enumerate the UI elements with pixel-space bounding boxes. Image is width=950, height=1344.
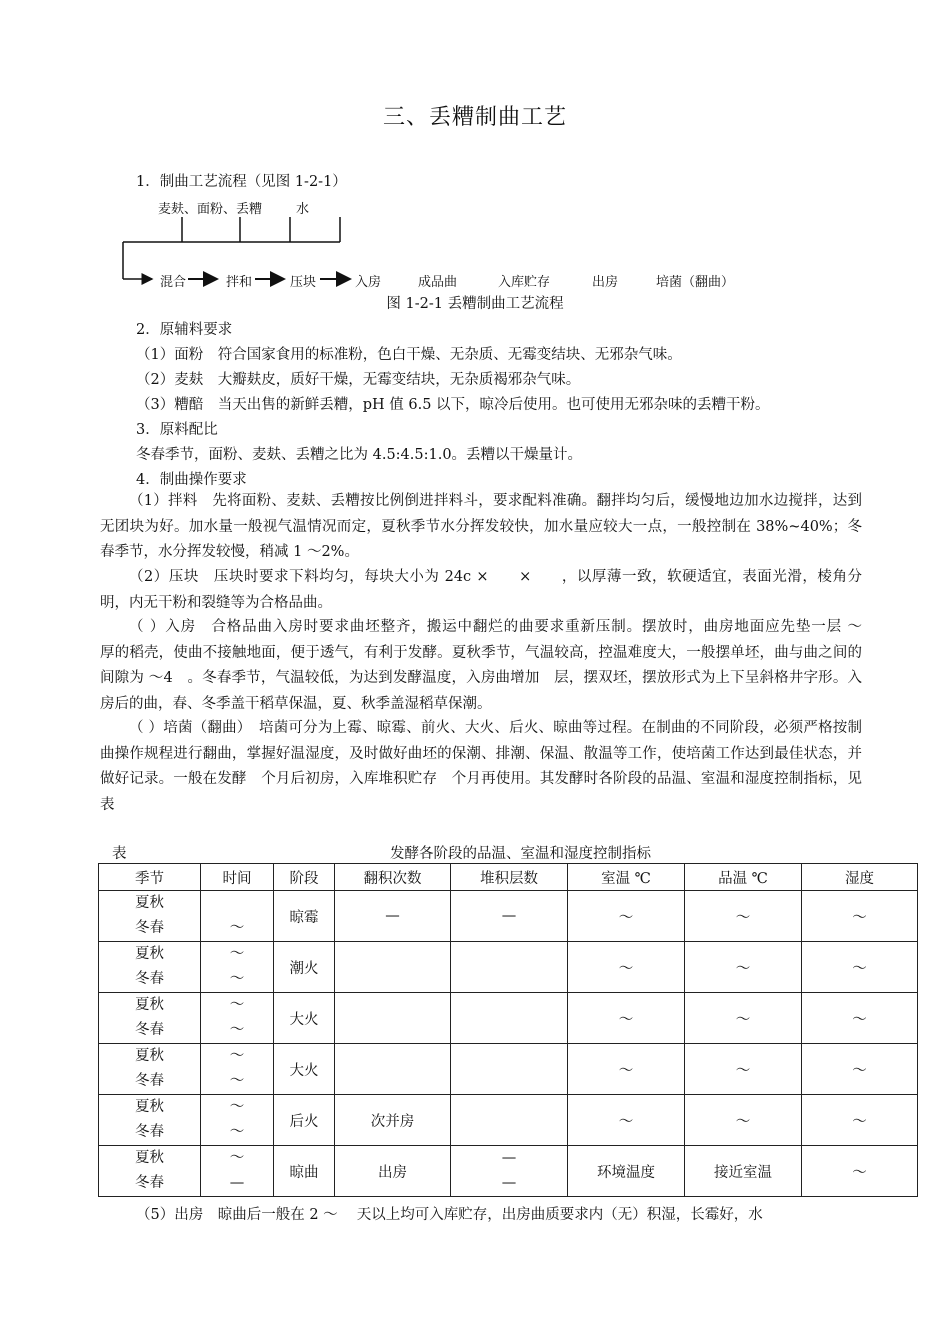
turns-cell: 出房 — [335, 1146, 451, 1197]
section1-heading: 1．制曲工艺流程（见图 1-2-1） — [136, 174, 347, 190]
turns-cell: — — [335, 891, 451, 942]
header-room-temp: 室温 ℃ — [568, 864, 685, 891]
turns-cell — [335, 1044, 451, 1095]
flow-step-cultivate: 培菌（翻曲） — [656, 275, 735, 290]
flow-step-mix: 混合 — [160, 275, 187, 290]
stage-cell: 大火 — [274, 1044, 335, 1095]
material-flour: （1）面粉 符合国家食用的标准粉，色白干燥、无杂质、无霉变结块、无邪杂气味。 — [136, 347, 682, 363]
ratio-text: 冬春季节，面粉、麦麸、丢糟之比为 4.5:4.5:1.0。丢糟以干燥量计。 — [136, 447, 583, 463]
humidity-cell: ～ — [802, 1146, 918, 1197]
season-cell: 夏秋 冬春 — [99, 993, 201, 1044]
turns-cell — [335, 942, 451, 993]
time-cell: ～ ～ — [201, 1044, 274, 1095]
product-temp-cell: ～ — [685, 942, 802, 993]
product-temp-cell: ～ — [685, 1095, 802, 1146]
humidity-cell: ～ — [802, 942, 918, 993]
paragraph-enter-room: （ ）入房 合格品曲入房时要求曲坯整齐，搬运中翻烂的曲要求重新压制。摆放时，曲房地面应先垫一层 ～ 厚的稻壳，使曲不接触地面，便于透气，有利于发酵。夏秋季节，气温较高，控温难度大，一般摆单坯，曲与曲之间的间隙为 ～4 。冬春季节，气温较低，为达到发酵温度，入房曲增加 层，摆双坯，摆放形式为上下呈斜格井字形。入房后的曲，春、冬季盖干稻草保温，夏、秋季盖湿稻草保潮。 — [100, 619, 891, 712]
header-product-temp: 品温 ℃ — [685, 864, 802, 891]
layers-cell — [451, 1044, 568, 1095]
page-title: 三、丢糟制曲工艺 — [382, 105, 567, 130]
layers-cell — [451, 993, 568, 1044]
room-temp-cell: ～ — [568, 1095, 685, 1146]
flow-inputs-label: 麦麸、面粉、丢糟 — [158, 202, 263, 217]
humidity-cell: ～ — [802, 891, 918, 942]
stage-cell: 大火 — [274, 993, 335, 1044]
stage-cell: 潮火 — [274, 942, 335, 993]
table-row — [99, 891, 918, 942]
section4-heading: 4．制曲操作要求 — [136, 472, 247, 488]
product-temp-cell: ～ — [685, 993, 802, 1044]
layers-cell: — — — [451, 1146, 568, 1197]
control-indicators-table — [98, 863, 918, 1197]
time-cell: ～ ～ — [201, 1095, 274, 1146]
room-temp-cell: ～ — [568, 1044, 685, 1095]
flow-lines — [0, 0, 950, 300]
paragraph-pressing: （2）压块 压块时要求下料均匀，每块大小为 24c × × ，以厚薄一致，软硬适宜，表面光滑，棱角分明，内无干粉和裂缝等为合格品曲。 — [100, 569, 862, 611]
time-cell: ～ ～ — [201, 993, 274, 1044]
stage-cell: 晾曲 — [274, 1146, 335, 1197]
table-row — [99, 942, 918, 993]
product-temp-cell: ～ — [685, 891, 802, 942]
header-turns: 翻积次数 — [335, 864, 451, 891]
paragraph-exit-room: （5）出房 晾曲后一般在 2 ～ 天以上均可入库贮存，出房曲质要求内（无）积湿，长霉好，水 — [136, 1207, 763, 1223]
season-cell: 夏秋 冬春 — [99, 942, 201, 993]
season-cell: 夏秋 冬春 — [99, 1146, 201, 1197]
room-temp-cell: ～ — [568, 891, 685, 942]
humidity-cell: ～ — [802, 1044, 918, 1095]
product-temp-cell: ～ — [685, 1044, 802, 1095]
header-layers: 堆积层数 — [451, 864, 568, 891]
material-grain: （3）糟醅 当天出售的新鲜丢糟，pH 值 6.5 以下，晾冷后使用。也可使用无邪杂味的丢糟干粉。 — [136, 397, 770, 413]
figure-caption: 图 1-2-1 丢糟制曲工艺流程 — [386, 296, 564, 312]
flow-step-storage: 入库贮存 — [498, 275, 551, 290]
table-title: 发酵各阶段的品温、室温和湿度控制指标 — [390, 846, 651, 862]
table-row — [99, 1044, 918, 1095]
humidity-cell: ～ — [802, 993, 918, 1044]
room-temp-cell: 环境温度 — [568, 1146, 685, 1197]
stage-cell: 后火 — [274, 1095, 335, 1146]
turns-cell: 次并房 — [335, 1095, 451, 1146]
turns-cell — [335, 993, 451, 1044]
flow-step-finished: 成品曲 — [418, 275, 458, 290]
paragraph-mixing: （1）拌料 先将面粉、麦麸、丢糟按比例倒进拌料斗，要求配料准确。翻拌均匀后，缓慢地边加水边搅拌，达到无团块为好。加水量一般视气温情况而定，夏秋季节水分挥发较快，加水量应较大一点，一般控制在 38%~40%；冬春季节，水分挥发较慢，稍减 1 ～2%。 — [100, 493, 862, 560]
table-header-row — [99, 864, 918, 891]
room-temp-cell: ～ — [568, 993, 685, 1044]
table-row — [99, 1146, 918, 1197]
humidity-cell: ～ — [802, 1095, 918, 1146]
header-season: 季节 — [99, 864, 201, 891]
table-row — [99, 1095, 918, 1146]
season-cell: 夏秋 冬春 — [99, 891, 201, 942]
section2-heading: 2．原辅料要求 — [136, 322, 233, 338]
table-label: 表 — [112, 846, 127, 862]
flow-step-enter-room: 入房 — [355, 275, 382, 290]
header-stage: 阶段 — [274, 864, 335, 891]
time-cell: ～ — — [201, 1146, 274, 1197]
material-bran: （2）麦麸 大瓣麸皮，质好干燥，无霉变结块，无杂质褐邪杂气味。 — [136, 372, 581, 388]
header-time: 时间 — [201, 864, 274, 891]
room-temp-cell: ～ — [568, 942, 685, 993]
flow-water-label: 水 — [296, 202, 310, 217]
product-temp-cell: 接近室温 — [685, 1146, 802, 1197]
season-cell: 夏秋 冬春 — [99, 1044, 201, 1095]
flow-step-press: 压块 — [290, 275, 317, 290]
time-cell: ～ — [201, 891, 274, 942]
flow-step-exit-room: 出房 — [592, 275, 619, 290]
stage-cell: 晾霉 — [274, 891, 335, 942]
season-cell: 夏秋 冬春 — [99, 1095, 201, 1146]
time-cell: ～ ～ — [201, 942, 274, 993]
paragraph-cultivation: （ ）培菌（翻曲） 培菌可分为上霉、晾霉、前火、大火、后火、晾曲等过程。在制曲的不同阶段，必须严格按制曲操作规程进行翻曲，掌握好温湿度，及时做好曲坯的保潮、排潮、保温、散温等工作，使培菌工作达到最佳状态，并做好记录。一般在发酵 个月后初房，入库堆积贮存 个月再使用。其发酵时各阶段的品温、室温和湿度控制指标，见表 — [100, 720, 862, 813]
layers-cell — [451, 1095, 568, 1146]
layers-cell: — — [451, 891, 568, 942]
layers-cell — [451, 942, 568, 993]
section3-heading: 3．原料配比 — [136, 422, 218, 438]
table-row — [99, 993, 918, 1044]
flow-step-stir: 拌和 — [226, 275, 253, 290]
header-humidity: 湿度 — [802, 864, 918, 891]
